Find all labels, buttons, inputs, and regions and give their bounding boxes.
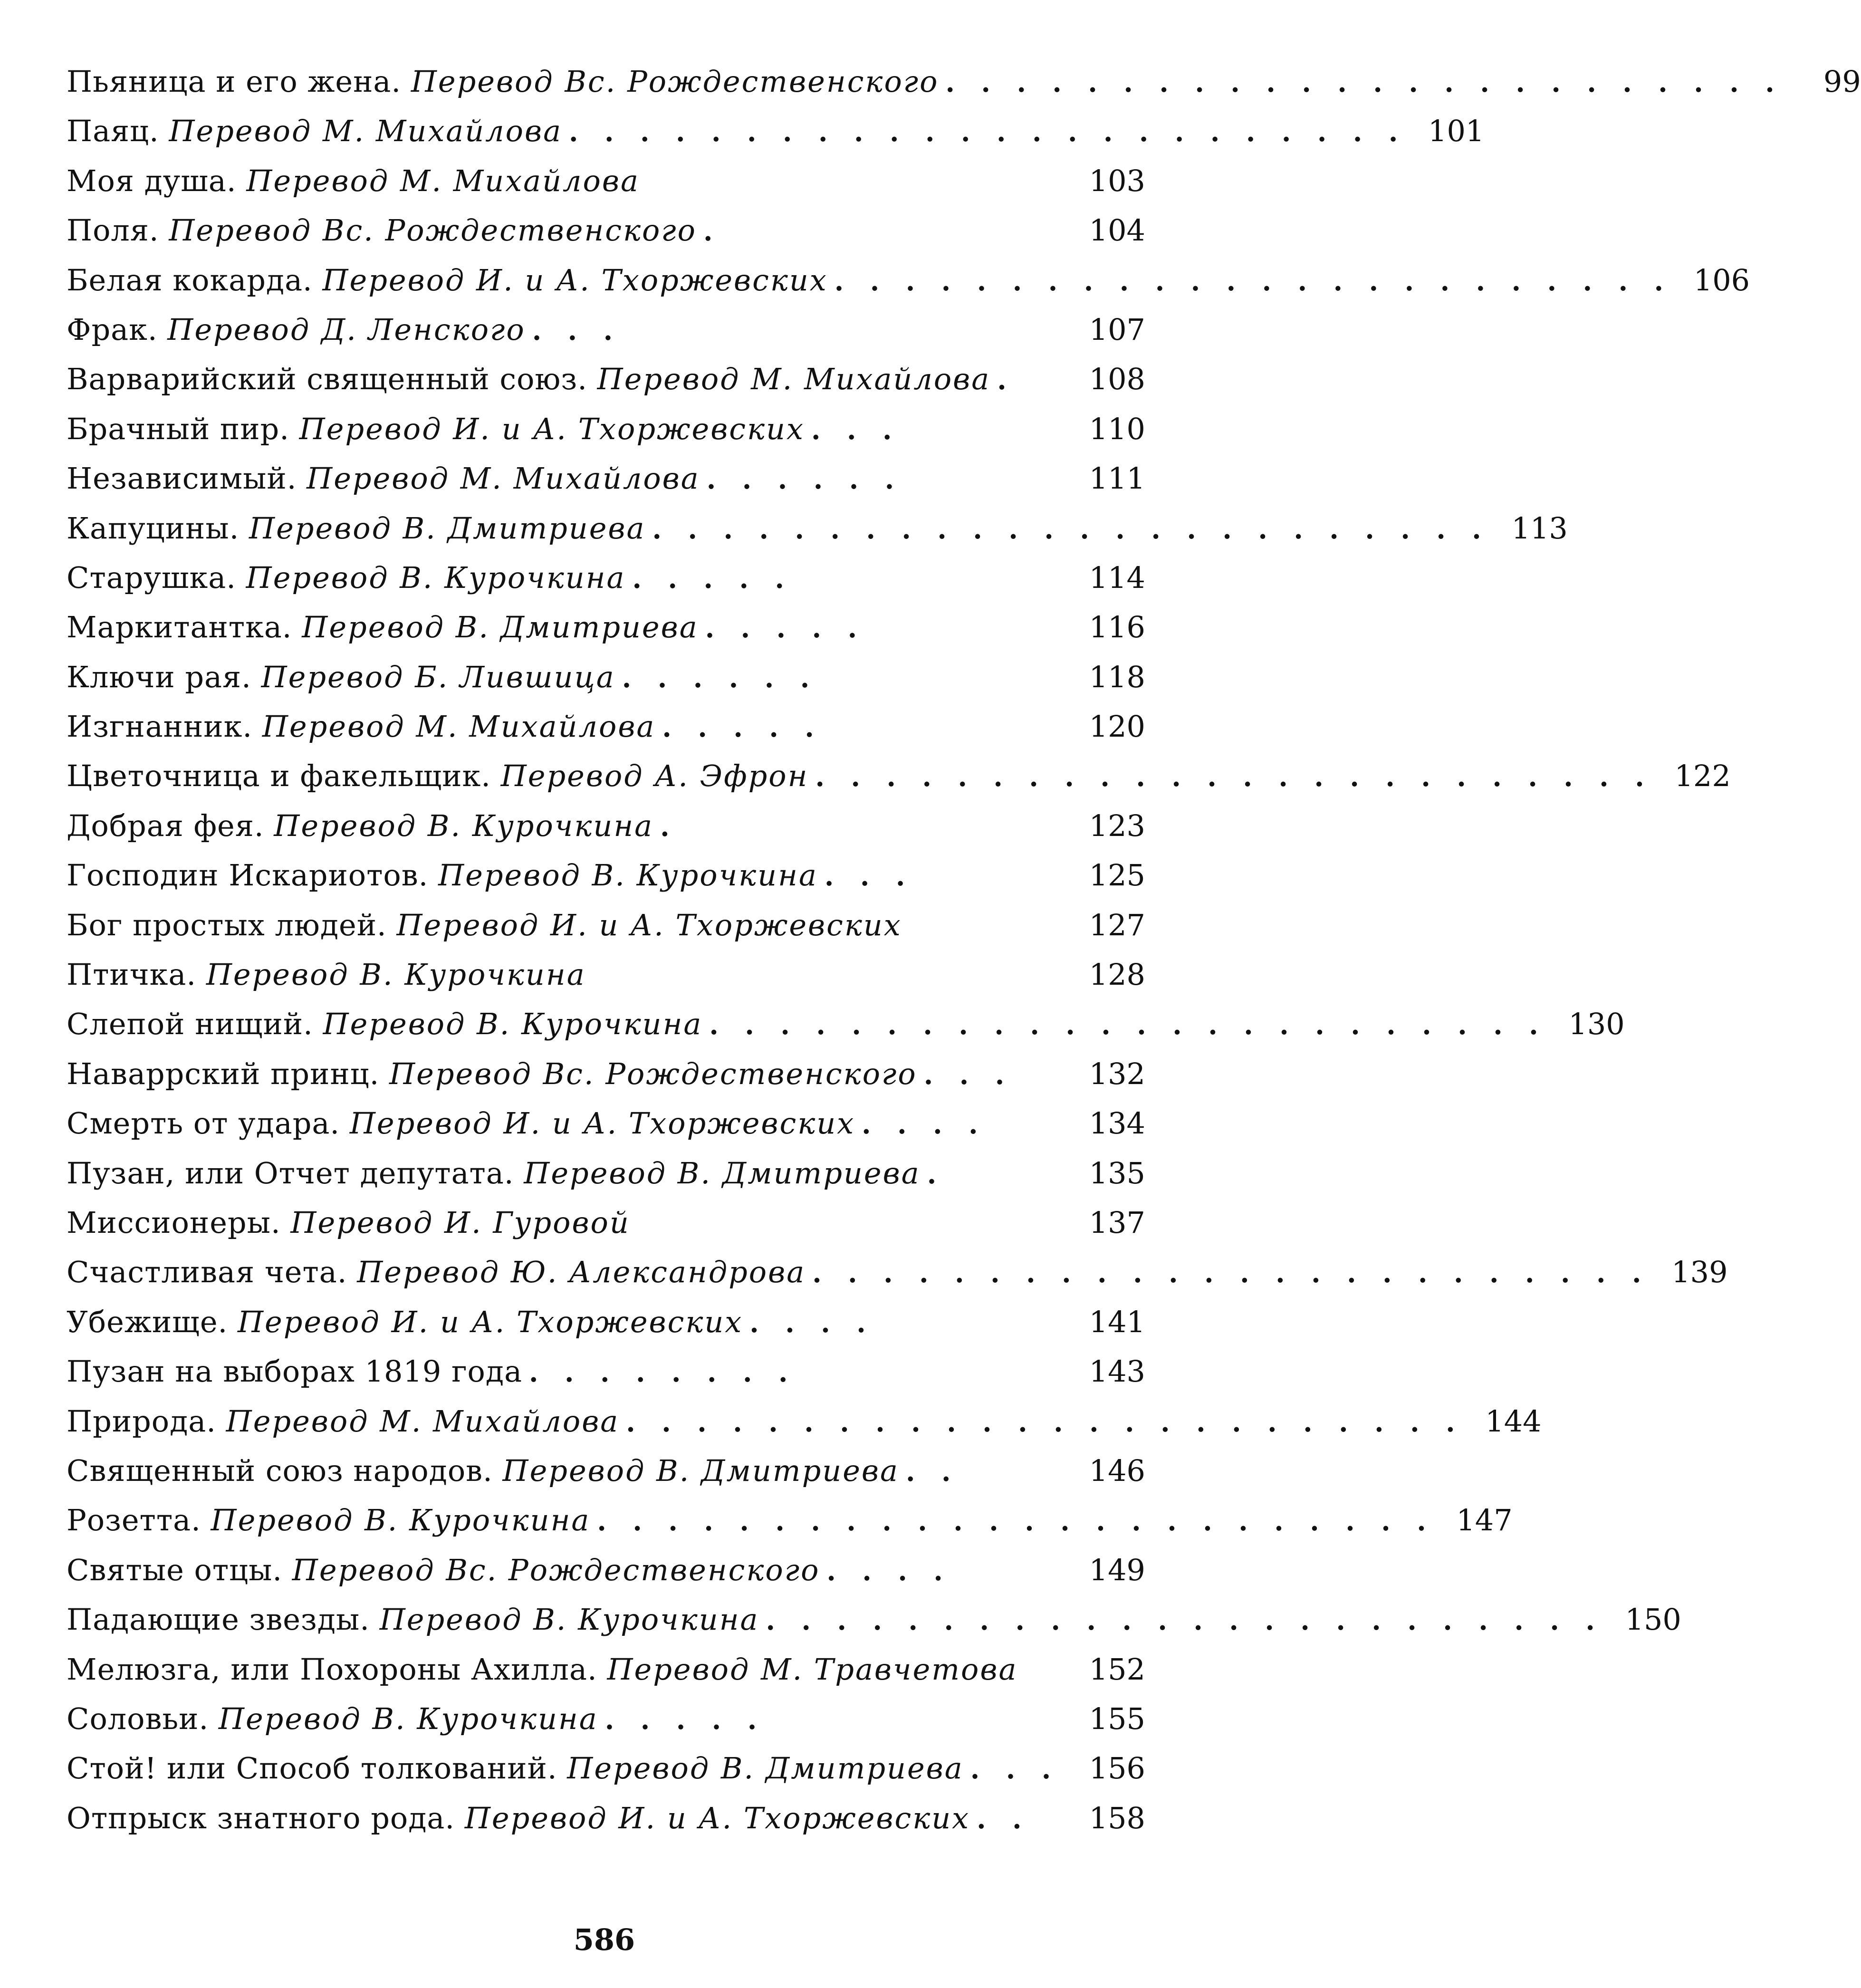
entry-translator: Перевод М. Михайлова — [262, 709, 656, 744]
dot-leader: . . . . . . . . — [529, 1357, 796, 1389]
entry-page-number: 144 — [1485, 1403, 1542, 1439]
entry-title: Отпрыск знатного рода. — [67, 1800, 455, 1835]
entry-translator: Перевод Вс. Рождественского — [411, 64, 939, 99]
dot-leader: . . . . . . . . . . . . . . . . . . . . . . . . — [569, 116, 1407, 148]
toc-entry — [67, 801, 1145, 851]
toc-entry — [67, 950, 1145, 999]
entry-title: Фрак. — [67, 312, 158, 347]
toc-entry — [67, 1496, 1513, 1545]
dot-leader: . — [997, 365, 1015, 396]
entry-translator: Перевод И. и А. Тхоржевских — [396, 907, 902, 942]
entry-title: Падающие звезды. — [67, 1602, 370, 1637]
entry-page-number: 155 — [1089, 1701, 1145, 1736]
entry-title: Священный союз народов. — [67, 1453, 493, 1488]
entry-page-number: 116 — [1089, 610, 1145, 645]
entry-title: Пузан, или Отчет депутата. — [67, 1155, 514, 1191]
entry-translator: Перевод В. Дмитриева — [567, 1751, 964, 1786]
entry-title: Святые отцы. — [67, 1552, 283, 1587]
toc-entry — [67, 156, 1145, 206]
dot-leader: . . . . . . . . . . . . . . . . . . . . . . . . — [597, 1506, 1435, 1537]
toc-entry — [67, 256, 1750, 305]
entry-translator: Перевод В. Курочкина — [218, 1701, 598, 1736]
entry-title: Поля. — [67, 213, 159, 248]
entry-page-number: 146 — [1089, 1453, 1145, 1488]
entry-translator: Перевод И. и А. Тхоржевских — [299, 411, 805, 446]
dot-leader: . . . . . . — [622, 662, 818, 694]
entry-page-number: 108 — [1089, 362, 1145, 397]
entry-translator: Перевод Вс. Рождественского — [169, 213, 697, 248]
dot-leader: . . . . . . . . . . . . . . . . . . . . . . . . — [834, 265, 1672, 297]
dot-leader: . . . . . . . . . . . . . . . . . . . . . . . . — [766, 1605, 1603, 1637]
entry-page-number: 158 — [1089, 1800, 1145, 1835]
entry-title: Соловьи. — [67, 1701, 209, 1736]
toc-entry — [67, 553, 1145, 603]
entry-title: Смерть от удара. — [67, 1106, 340, 1141]
entry-title: Брачный пир. — [67, 411, 289, 446]
entry-translator: Перевод И. и А. Тхоржевских — [237, 1304, 743, 1339]
entry-page-number: 147 — [1456, 1503, 1513, 1538]
entry-title: Счастливая чета. — [67, 1255, 347, 1290]
entry-translator: Перевод В. Курочкина — [379, 1602, 759, 1637]
entry-page-number: 118 — [1089, 659, 1145, 694]
toc-entry — [67, 1347, 1145, 1396]
toc-entry — [67, 1297, 1145, 1347]
entry-title: Природа. — [67, 1403, 216, 1439]
entry-title: Маркитантка. — [67, 610, 292, 645]
entry-page-number: 122 — [1674, 759, 1731, 794]
entry-page-number: 150 — [1625, 1602, 1681, 1637]
entry-page-number: 114 — [1089, 560, 1145, 595]
entry-page-number: 104 — [1089, 213, 1145, 248]
toc-entry — [67, 1546, 1145, 1595]
entry-translator: Перевод И. Гуровой — [290, 1205, 630, 1240]
toc-entry — [67, 999, 1625, 1049]
entry-translator: Перевод И. и А. Тхоржевских — [349, 1106, 855, 1141]
entry-page-number: 156 — [1089, 1751, 1145, 1786]
dot-leader: . . . . . — [632, 563, 793, 595]
entry-page-number: 111 — [1089, 461, 1145, 496]
entry-page-number: 120 — [1089, 709, 1145, 744]
toc-entry — [67, 603, 1145, 652]
entry-translator: Перевод В. Курочкина — [323, 1007, 703, 1042]
toc-entry — [67, 1397, 1542, 1446]
entry-translator: Перевод В. Дмитриева — [524, 1155, 921, 1191]
entry-translator: Перевод М. Михайлова — [169, 114, 563, 149]
dot-leader: . . . — [811, 414, 901, 446]
toc-entry — [67, 901, 1145, 950]
entry-translator: Перевод Вс. Рождественского — [389, 1056, 917, 1091]
entry-page-number: 134 — [1089, 1106, 1145, 1141]
toc-entry — [67, 1645, 1145, 1694]
dot-leader: . . . . . — [662, 712, 823, 744]
toc-entry — [67, 1446, 1145, 1496]
entry-page-number: 113 — [1511, 510, 1568, 546]
dot-leader: . — [927, 1158, 945, 1190]
entry-translator: Перевод М. Михайлова — [307, 461, 700, 496]
toc-entry — [67, 702, 1145, 751]
dot-leader: . . . . . . . . . . . . . . . . . . . . . . . . — [652, 513, 1490, 545]
entry-title: Старушка. — [67, 560, 236, 595]
dot-leader: . . . . — [862, 1109, 987, 1141]
toc-entry — [67, 106, 1485, 156]
toc-entry — [67, 1198, 1145, 1248]
toc-page — [67, 57, 1861, 1939]
dot-leader: . . . — [532, 315, 622, 346]
dot-leader: . . . . . . . . . . . . . . . . . . . . . . . . — [812, 1258, 1650, 1289]
entry-title: Стой! или Способ толкований. — [67, 1751, 557, 1786]
toc-entry — [67, 1694, 1145, 1744]
dot-leader: . . . . — [749, 1307, 874, 1339]
entry-translator: Перевод В. Курочкина — [206, 957, 586, 992]
entry-translator: Перевод М. Михайлова — [226, 1403, 620, 1439]
entry-title: Розетта. — [67, 1503, 201, 1538]
entry-title: Изгнанник. — [67, 709, 253, 744]
entry-title: Убежище. — [67, 1304, 228, 1339]
entry-title: Бог простых людей. — [67, 907, 387, 942]
entry-title: Добрая фея. — [67, 808, 264, 843]
dot-leader: . . . . . — [705, 613, 866, 644]
entry-title: Наваррский принц. — [67, 1056, 380, 1091]
dot-leader: . . — [977, 1803, 1030, 1835]
entry-translator: Перевод И. и А. Тхоржевских — [464, 1800, 970, 1835]
entry-translator: Перевод В. Курочкина — [246, 560, 626, 595]
entry-title: Паяц. — [67, 114, 159, 149]
entry-page-number: 110 — [1089, 411, 1145, 446]
entry-title: Белая кокарда. — [67, 262, 313, 298]
toc-entry — [67, 851, 1145, 900]
toc-entry — [67, 1049, 1145, 1099]
entry-title: Мелюзга, или Похороны Ахилла. — [67, 1652, 597, 1687]
entry-translator: Перевод В. Курочкина — [211, 1503, 591, 1538]
dot-leader: . . . . . . . . . . . . . . . . . . . . . . . . — [815, 761, 1653, 793]
entry-translator: Перевод В. Дмитриева — [249, 510, 646, 546]
dot-leader: . . . . . . . . . . . . . . . . . . . . . . . . — [709, 1009, 1547, 1041]
entry-title: Миссионеры. — [67, 1205, 281, 1240]
toc-entry — [67, 1099, 1145, 1148]
dot-leader: . . . . — [826, 1555, 951, 1587]
entry-title: Цветочница и факельщик. — [67, 759, 491, 794]
table-of-contents — [67, 57, 1861, 1843]
entry-translator: Перевод Ю. Александрова — [357, 1255, 806, 1290]
entry-title: Капуцины. — [67, 510, 240, 546]
toc-entry — [67, 454, 1145, 503]
entry-page-number: 132 — [1089, 1056, 1145, 1091]
dot-leader: . . . . . . — [706, 464, 903, 496]
dot-leader: . . . . . . . . . . . . . . . . . . . . . . . . — [945, 67, 1783, 98]
toc-entry — [67, 206, 1145, 255]
entry-title: Птичка. — [67, 957, 197, 992]
toc-entry — [67, 404, 1145, 454]
entry-page-number: 135 — [1089, 1155, 1145, 1191]
toc-entry — [67, 653, 1145, 702]
entry-title: Пузан на выборах 1819 года — [67, 1354, 523, 1389]
entry-page-number: 143 — [1089, 1354, 1145, 1389]
entry-translator: Перевод В. Курочкина — [274, 808, 654, 843]
dot-leader: . — [703, 216, 721, 248]
entry-page-number: 106 — [1693, 262, 1750, 298]
entry-page-number: 137 — [1089, 1205, 1145, 1240]
entry-translator: Перевод В. Курочкина — [438, 858, 818, 893]
entry-title: Слепой нищий. — [67, 1007, 313, 1042]
entry-title: Ключи рая. — [67, 659, 251, 694]
toc-entry — [67, 504, 1568, 553]
entry-page-number: 123 — [1089, 808, 1145, 843]
toc-entry — [67, 1248, 1728, 1297]
entry-page-number: 127 — [1089, 907, 1145, 942]
entry-page-number: 103 — [1089, 163, 1145, 198]
entry-page-number: 101 — [1428, 114, 1485, 149]
entry-translator: Перевод А. Эфрон — [500, 759, 809, 794]
entry-page-number: 125 — [1089, 858, 1145, 893]
entry-translator: Перевод М. Травчетова — [607, 1652, 1018, 1687]
toc-entry — [67, 355, 1145, 404]
toc-entry — [67, 1595, 1681, 1644]
entry-translator: Перевод М. Михайлова — [246, 163, 640, 198]
entry-translator: Перевод И. и А. Тхоржевских — [322, 262, 828, 298]
entry-translator: Перевод Д. Ленского — [167, 312, 526, 347]
entry-page-number: 99 — [1823, 64, 1861, 99]
entry-page-number: 139 — [1671, 1255, 1728, 1290]
entry-title: Моя душа. — [67, 163, 237, 198]
entry-translator: Перевод Б. Лившица — [261, 659, 615, 694]
dot-leader: . . . — [824, 861, 914, 893]
entry-page-number: 128 — [1089, 957, 1145, 992]
entry-page-number: 130 — [1568, 1007, 1625, 1042]
entry-title: Варварийский священный союз. — [67, 362, 587, 397]
entry-page-number: 152 — [1089, 1652, 1145, 1687]
entry-page-number: 141 — [1089, 1304, 1145, 1339]
entry-translator: Перевод В. Дмитриева — [302, 610, 699, 645]
dot-leader: . . — [905, 1456, 959, 1488]
entry-title: Независимый. — [67, 461, 297, 496]
toc-entry — [67, 751, 1731, 801]
toc-entry — [67, 1149, 1145, 1198]
dot-leader: . . . — [970, 1754, 1060, 1786]
entry-title: Пьяница и его жена. — [67, 64, 402, 99]
page-number: 586 — [573, 1922, 635, 1957]
entry-page-number: 107 — [1089, 312, 1145, 347]
entry-translator: Перевод Вс. Рождественского — [292, 1552, 820, 1587]
toc-entry — [67, 57, 1861, 106]
dot-leader: . . . . . — [604, 1704, 766, 1736]
dot-leader: . — [660, 811, 678, 843]
entry-title: Господин Искариотов. — [67, 858, 429, 893]
entry-page-number: 149 — [1089, 1552, 1145, 1587]
dot-leader: . . . — [923, 1059, 1013, 1091]
toc-entry — [67, 1744, 1145, 1793]
dot-leader: . . . . . . . . . . . . . . . . . . . . . . . . — [626, 1406, 1464, 1438]
entry-translator: Перевод М. Михайлова — [597, 362, 991, 397]
toc-entry — [67, 1794, 1145, 1843]
entry-translator: Перевод В. Дмитриева — [502, 1453, 899, 1488]
toc-entry — [67, 305, 1145, 355]
